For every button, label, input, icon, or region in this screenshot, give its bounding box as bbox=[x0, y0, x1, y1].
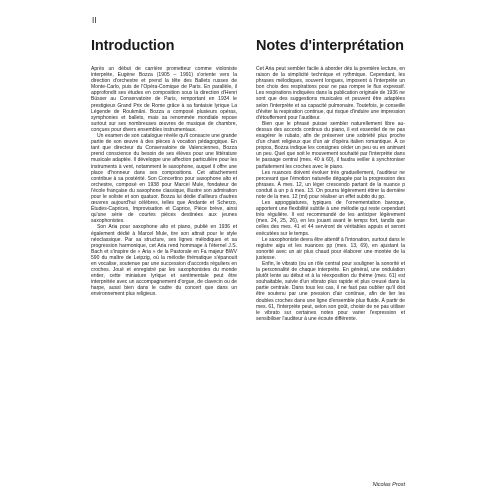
notes-paragraph: Cet Aria peut sembler facile à aborder dès la première lecture, en raison de la simplicité technique et rythmique. Cependant, les phrases mélodiques, souvent longues, imposent à l'interprète un bon choix des respirations pour ne pas rompre le flux expressif. Les respirations indiquées dans la publication originale de 1936 ne sont que des suggestions musicales et peuvent être adaptées selon l'interprète et sa capacité pulmonaire. Toutefois, je conseille d'éviter la respiration continue, qui risque d'induire une impression d'étouffement pour l'auditeur. bbox=[256, 66, 405, 121]
notes-body bbox=[256, 66, 405, 322]
introduction-paragraph: Son Aria pour saxophone alto et piano, publié en 1936 et également dédié à Marcel Mule, tire son attrait pour le style néoclassique. Par sa structure, ses lignes mélodiques et sa progression harmonique, cet Aria rend hommage à l'éternel J.S. Bach et s'inspire de « Aria » de la Pastorale en Fa majeur BWV 590 du maître de Leipzig, où la mélodie thématique s'épanouit en vocalise, soutenue par une succession d'accords réguliers en croches. Joué et enregistré par les saxophonistes du monde entier, cette miniature lyrique et sentimentale peut être interprétée avec un accompagnement d'orgue, de clavecin ou de harpe, aussi bien dans le cadre du concert que dans un environnement plus religieux. bbox=[91, 224, 237, 298]
notes-heading: Notes d'interprétation bbox=[256, 38, 404, 54]
introduction-paragraph: Après un début de carrière prometteur comme violoniste interprète, Eugène Bozza (1905 – 1991) s'oriente vers la direction d'orchestre et prend la tête des Ballets russes de Monte-Carlo, puis de l'Opéra-Comique de Paris. En parallèle, il approfondit ses études en composition sous la direction d'Henri Büsser au Conservatoire de Paris, remportant en 1934 le prestigieux Grand Prix de Rome grâce à sa fantaisie lyrique La Légende de Roukmâni. Bozza a composé plusieurs opéras, symphonies et ballets, mais sa renommée mondiale repose surtout sur ses nombreuses œuvres de musique de chambre, conçues pour divers ensembles instrumentaux. bbox=[91, 66, 237, 133]
notes-paragraph: Bien que le phrasé puisse sembler naturellement libre au-dessus des accords continus du piano, il est essentiel de ne pas exagérer le rubato, afin de préserver une sobriété plus proche d'un chant religieux que d'un air d'opéra italien romantique. À ce propos, Bozza indique les consignes céder un peu ou en animant un peu. Quel que soit le mouvement souhaité par l'interprète dans le passage central (mes. 40 à 60), il faudra veiller à synchroniser parfaitement les croches avec le piano. bbox=[256, 120, 405, 170]
introduction-paragraph: Un examen de son catalogue révèle qu'il consacre une grande partie de son œuvre à des pièces à vocation pédagogique. En tant que directeur du Conservatoire de Valenciennes, Bozza prend conscience du besoin de ses élèves pour une littérature musicale adaptée. Il développe une affection particulière pour les instruments à vent, notamment le saxophone, auquel il offre une place d'honneur dans ses compositions. Cet attachement contribue à sa postérité. Son Concertino pour saxophone alto et orchestre, composé en 1938 pour Marcel Mule, fondateur de l'école française du saxophone classique, illustre son admiration pour le soliste et son quatuor. Bozza lui dédie d'ailleurs d'autres œuvres aujourd'hui célèbres, telles que Andante et Scherzo, Études-Caprices, Improvisation et Caprice, Pièce brève, ainsi qu'une série de courtes pièces destinées aux jeunes saxophonistes. bbox=[91, 133, 237, 225]
notes-paragraph: Enfin, le vibrato (ou un rôle central pour souligner la sonorité et la personnalité de chaque interprète. En général, une ondulation plutôt lente au début et à la réexposition du thème (mes. 61) est souhaitable, suivie d'un vibrato plus rapide et plus creusé dans la partie centrale. Dans tous les cas, il ne faut pas oublier qu'il doit être soutenu par une pression d'air continue, afin de lier les doubles croches dans une ligne d'ensemble plus fluide. À partir de mes. 61, l'interprète peut, selon son goût, choisir de ne pas utiliser le vibrato sur certaines notes pour varier l'expression et sensibiliser l'auditeur à une écoute différente. bbox=[256, 261, 405, 322]
page-number: II bbox=[92, 16, 97, 25]
introduction-column bbox=[91, 38, 237, 298]
introduction-heading: Introduction bbox=[91, 38, 175, 54]
author-signature: Nicolas Prost bbox=[372, 482, 405, 488]
notes-paragraph: Les appoggiatures, typiques de l'ornementation baroque, apportent une flexibilité subtile à une mélodie qui reste cependant très régulière. Il est recommandé de les anticiper légèrement (mes. 24, 25, 26), en les jouant avant le temps fort, tandis que celles des mes. 41 et 44 serviront de véritables appuis et seront exécutées sur le temps. bbox=[256, 200, 405, 237]
introduction-body bbox=[91, 66, 237, 298]
notes-paragraph: Le saxophoniste devra être attentif à l'intonation, surtout dans le registre aigu et les nuances pp (mes. 13, 69), en ajustant la sonorité avec un air plus chaud pour élaborer une montée de la justesse. bbox=[256, 236, 405, 261]
notes-column bbox=[256, 38, 405, 322]
notes-paragraph: Les nuances doivent évoluer très graduellement, l'auditeur ne percevant que l'émotion naturelle dégagée par la progression des phrases. À mes. 12, un léger crescendo partant de la nuance p conduit à un p à mes. 13. On pourra légèrement étirer la dernière note de la mes. 12 (mi) pour réaliser un effet subito du pp. bbox=[256, 169, 405, 200]
